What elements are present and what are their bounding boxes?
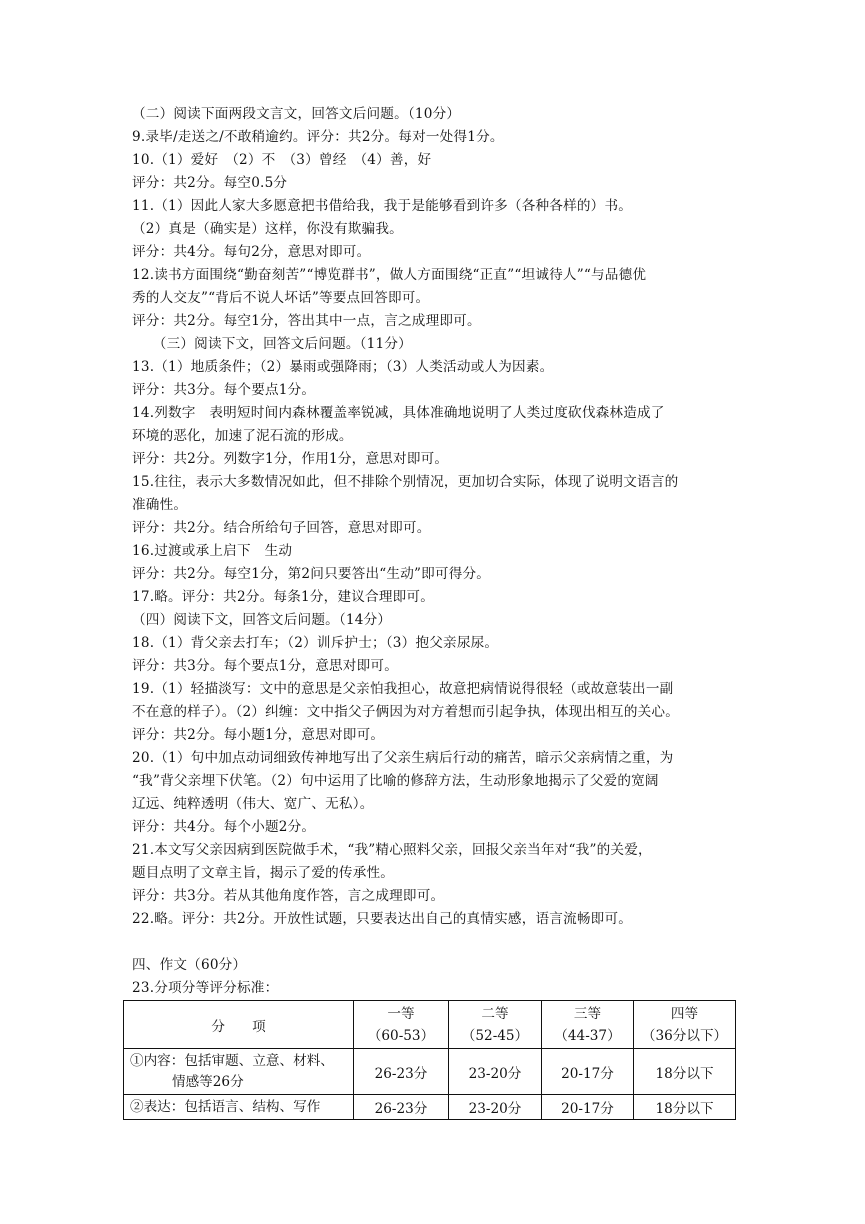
text-line: 环境的恶化，加速了泥石流的形成。 — [132, 428, 353, 444]
score-cell: 20-17分 — [542, 1095, 634, 1120]
item-cell — [124, 1095, 354, 1120]
table-row — [124, 1095, 736, 1120]
grade-name: 三等 — [573, 1005, 602, 1022]
text-line: 评分：共4分。每句2分，意思对即可。 — [132, 244, 371, 260]
text-line: “我”背父亲埋下伏笔。（2）句中运用了比喻的修辞方法，生动形象地揭示了父爱的宽阔 — [132, 773, 659, 789]
text-line: 评分：共3分。每个要点1分，意思对即可。 — [132, 658, 398, 674]
score-cell: 23-20分 — [449, 1095, 542, 1120]
text-line: 评分：共3分。每个要点1分。 — [132, 382, 316, 398]
answer-lines — [132, 103, 742, 931]
grade-header — [542, 1001, 634, 1049]
text-line: 评分：共2分。每空1分，第2问只要答出“生动”即可得分。 — [132, 566, 491, 582]
grade-header — [354, 1001, 449, 1049]
text-line: 准确性。 — [132, 497, 188, 513]
score-cell: 26-23分 — [354, 1095, 449, 1120]
table-header-row — [124, 1001, 736, 1049]
score-cell: 23-20分 — [449, 1049, 542, 1095]
text-line: 评分：共2分。每空0.5分 — [132, 175, 288, 191]
scoring-table — [123, 1000, 736, 1120]
grade-range: （36分以下） — [641, 1027, 728, 1044]
text-line: 题目点明了文章主旨，揭示了爱的传承性。 — [132, 865, 395, 881]
text-line: 13.（1）地质条件；（2）暴雨或强降雨；（3）人类活动或人为因素。 — [132, 359, 554, 375]
text-line: 不在意的样子）。（2）纠缠：文中指父子俩因为对方着想而引起争执，体现出相互的关心。 — [132, 704, 679, 720]
text-line: 辽远、纯粹透明（伟大、宽广、无私）。 — [132, 796, 374, 812]
text-line: 9.录毕/走送之/不敢稍逾约。评分：共2分。每对一处得1分。 — [132, 129, 504, 145]
text-line: 评分：共2分。列数字1分，作用1分，意思对即可。 — [132, 451, 449, 467]
score-cell: 18分以下 — [634, 1095, 736, 1120]
score-cell: 18分以下 — [634, 1049, 736, 1095]
grade-name: 二等 — [481, 1005, 509, 1022]
answer-key-page — [132, 103, 742, 1120]
text-line: 19.（1）轻描淡写：文中的意思是父亲怕我担心，故意把病情说得很轻（或故意装出一副 — [132, 681, 674, 697]
item-line: ①内容：包括审题、立意、材料、 — [130, 1052, 334, 1069]
item-line: ②表达：包括语言、结构、写作 — [130, 1098, 321, 1115]
item-line: 情感等26分 — [172, 1073, 244, 1090]
text-line: 评分：共3分。若从其他角度作答，言之成理即可。 — [132, 888, 445, 904]
text-line: 秀的人交友”“背后不说人坏话”等要点回答即可。 — [132, 290, 430, 306]
grade-name: 一等 — [387, 1005, 415, 1022]
text-line: （三）阅读下文，回答文后问题。（11分） — [132, 336, 412, 352]
text-line: 16.过渡或承上启下 生动 — [132, 543, 293, 559]
grade-range: （52-45） — [461, 1027, 529, 1044]
grade-header — [449, 1001, 542, 1049]
grade-header — [634, 1001, 736, 1049]
text-line: 评分：共4分。每个小题2分。 — [132, 819, 316, 835]
text-line: 17.略。评分：共2分。每条1分，建议合理即可。 — [132, 589, 434, 605]
item-cell — [124, 1049, 354, 1095]
text-line: 11.（1）因此人家大多愿意把书借给我，我于是能够看到许多（各种各样的）书。 — [132, 198, 633, 214]
text-line: 10.（1）爱好 （2）不 （3）曾经 （4）善，好 — [132, 152, 432, 168]
text-line: （2）真是（确实是）这样，你没有欺骗我。 — [132, 221, 403, 237]
section-subtitle: 23.分项分等评分标准： — [132, 980, 279, 996]
corner-header: 分 项 — [124, 1001, 354, 1049]
spacer — [132, 931, 742, 954]
text-line: 21.本文写父亲因病到医院做手术，“我”精心照料父亲，回报父亲当年对“我”的关爱， — [132, 842, 652, 858]
text-line: 20.（1）句中加点动词细致传神地写出了父亲生病后行动的痛苦，暗示父亲病情之重，为 — [132, 750, 674, 766]
table-row — [124, 1049, 736, 1095]
grade-range: （44-37） — [554, 1027, 621, 1044]
score-cell: 20-17分 — [542, 1049, 634, 1095]
grade-name: 四等 — [670, 1005, 699, 1022]
text-line: 评分：共2分。结合所给句子回答，意思对即可。 — [132, 520, 431, 536]
text-line: 22.略。评分：共2分。开放性试题，只要表达出自己的真情实感，语言流畅即可。 — [132, 911, 633, 927]
text-line: （四）阅读下文，回答文后问题。（14分） — [132, 612, 392, 628]
text-line: 14.列数字 表明短时间内森林覆盖率锐减，具体准确地说明了人类过度砍伐森林造成了 — [132, 405, 665, 421]
text-line: （二）阅读下面两段文言文，回答文后问题。（10分） — [132, 106, 461, 122]
section-title: 四、作文（60分） — [132, 957, 247, 973]
text-line: 12.读书方面围绕“勤奋刻苦”“博览群书”，做人方面围绕“正直”“坦诚待人”“与品德优 — [132, 267, 647, 283]
grade-range: （60-53） — [367, 1027, 435, 1044]
text-line: 18.（1）背父亲去打车；（2）训斥护士；（3）抱父亲尿尿。 — [132, 635, 499, 651]
text-line: 15.往往，表示大多数情况如此，但不排除个别情况，更加切合实际，体现了说明文语言的 — [132, 474, 679, 490]
text-line: 评分：共2分。每空1分，答出其中一点，言之成理即可。 — [132, 313, 481, 329]
score-cell: 26-23分 — [354, 1049, 449, 1095]
text-line: 评分：共2分。每小题1分，意思对即可。 — [132, 727, 385, 743]
